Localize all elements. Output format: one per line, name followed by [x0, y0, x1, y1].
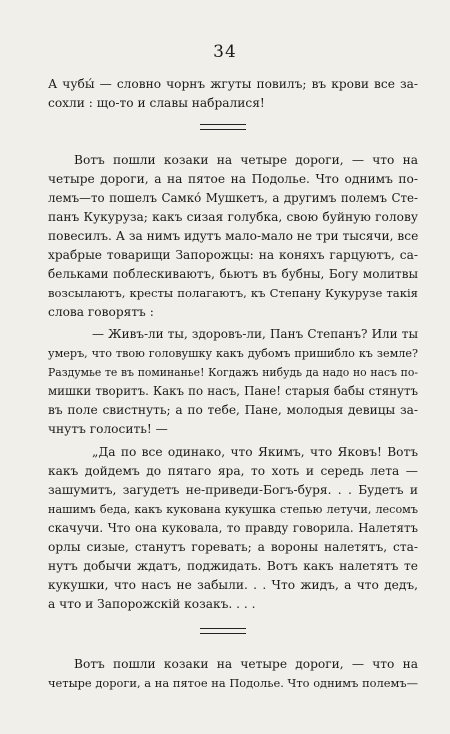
- text-line: Раздумье те въ поминанье! Когдажъ нибудь да надо но насъ по-: [48, 366, 418, 379]
- text-line: возсылаютъ, кресты полагаютъ, къ Степану Кукурузе такія: [48, 286, 418, 300]
- text-line: лемъ—то пошелъ Самко́ Мушкетъ, а другимъ полемъ Сте-: [48, 191, 418, 205]
- text-line: А чубы́ — словно чорнъ жгуты повилъ; въ крови все за-: [48, 77, 418, 91]
- text-line: повесилъ. А за нимъ идутъ мало-мало не три тысячи, все: [48, 229, 419, 243]
- text-line: четыре дороги, а на пятое на Подолье. Что однимъ полемъ—: [48, 676, 418, 690]
- text-line: сохли : що-то и славы набралися!: [48, 96, 265, 110]
- text-line: умеръ, что твою головушку какъ дубомъ пришибло къ земле?: [48, 347, 418, 360]
- text-line: — Живъ-ли ты, здоровъ-ли, Панъ Степанъ? Или ты: [92, 327, 418, 341]
- text-line: Вотъ пошли козаки на четыре дороги, — что на: [74, 153, 418, 167]
- text-line: четыре дороги, а на пятое на Подолье. Что однимъ по-: [48, 172, 418, 186]
- page-number: 34: [213, 42, 237, 62]
- text-line: скачучи. Что она куковала, то правду говорила. Налетятъ: [48, 521, 418, 535]
- text-line: бельками поблескиваютъ, бьютъ въ бубны, Богу молитвы: [48, 267, 418, 281]
- text-line: чнутъ голосить! —: [48, 422, 168, 436]
- text-line: въ поле свистнуть; а по тебе, Пане, молодыя девицы за-: [48, 403, 418, 417]
- text-line: слова говорятъ :: [48, 305, 154, 319]
- text-line: кукушки, что насъ не забыли. . . Что жидъ, а что дедъ,: [48, 578, 418, 592]
- text-line: какъ дойдемъ до пятаго яра, то хоть и середь лета —: [48, 464, 418, 478]
- text-line: зашумитъ, загудетъ не-приведи-Богъ-буря. . . Будетъ и: [48, 483, 418, 497]
- text-line: мишки творитъ. Какъ по насъ, Пане! старыя бабы стянутъ: [48, 384, 418, 398]
- text-line: а что и Запорожскій козакъ. . . .: [48, 597, 256, 611]
- text-line: нашимъ беда, какъ кукована кукушка степью летучи, лесомъ: [48, 503, 418, 516]
- text-line: орлы сизые, станутъ горевать; а вороны налетятъ, ста-: [48, 540, 418, 554]
- section-divider: [200, 628, 246, 634]
- section-divider: [200, 124, 246, 130]
- text-line: панъ Кукуруза; какъ сизая голубка, свою буйную голову: [48, 210, 418, 224]
- text-line: храбрые товарищи Запорожцы: на коняхъ гарцуютъ, са-: [48, 248, 418, 262]
- text-line: „Да по все одинако, что Якимъ, что Яковъ! Вотъ: [92, 445, 418, 459]
- text-line: Вотъ пошли козаки на четыре дороги, — что на: [74, 657, 418, 671]
- text-line: нутъ добычи ждатъ, поджидать. Вотъ какъ налетятъ те: [48, 559, 418, 573]
